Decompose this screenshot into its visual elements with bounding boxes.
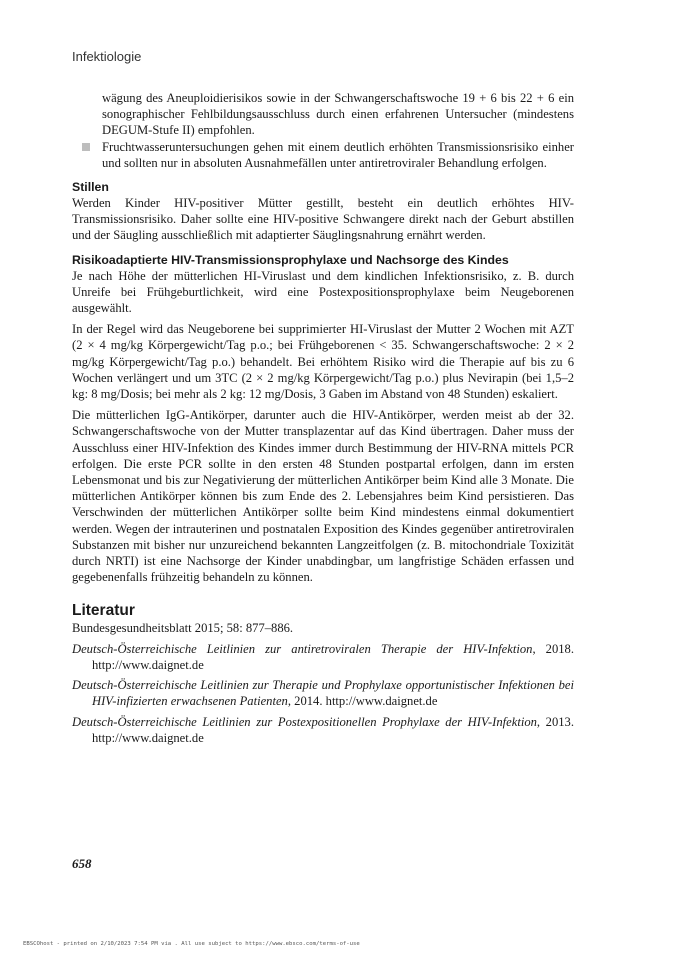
section-heading-prophylaxe: Risikoadaptierte HIV-Transmissionsprophylaxe und Nachsorge des Kindes	[72, 252, 509, 267]
stillen-paragraph: Werden Kinder HIV-positiver Mütter gestillt, besteht ein deutlich erhöhtes HIV-Transmissionsrisiko. Daher sollte eine HIV-positive Schwangere direkt nach der Geburt abstillen und der Säugling ausschließlich mit adaptierter Säuglingsnahrung ernährt werden.	[72, 196, 574, 243]
footer-notice: EBSCOhost - printed on 2/10/2023 7:54 PM via . All use subject to https://www.ebsco.com/terms-of-use	[23, 941, 360, 947]
continuation-paragraph: wägung des Aneuploidierisikos sowie in der Schwangerschaftswoche 19 + 6 bis 22 + 6 ein sonographischer Fehlbildungsausschluss durch einen erfahrenen Untersucher (mindestens DEGUM-Stufe II) empfohlen.	[102, 91, 574, 138]
reference-item: Bundesgesundheitsblatt 2015; 58: 877–886.	[72, 621, 294, 636]
prophylaxe-paragraph-2: In der Regel wird das Neugeborene bei supprimierter HI-Viruslast der Mutter 2 Wochen mit AZT (2 × 4 mg/kg Körpergewicht/Tag p.o.; bei Frühgeborenen < 35. Schwangerschaftswoche: 2 × 2 mg/kg Körpergewicht/Tag p.o.) behandelt. Bei erhöhtem Risiko wird die Therapie auf bis zu 6 Wochen verlängert und um 3TC (2 × 2 mg/kg Körpergewicht/Tag p.o.) plus Nevirapin (bei 1,5–2 kg: 8 mg/Dosis; bei mehr als 2 kg: 12 mg/Dosis, 3 Gaben im Abstand von 48 Stunden) eskaliert.	[72, 322, 574, 402]
page-number: 658	[72, 856, 92, 871]
prophylaxe-paragraph-3: Die mütterlichen IgG-Antikörper, darunter auch die HIV-Antikörper, werden meist ab der 32. Schwangerschaftswoche von der Mutter transplazentar auf das Kind übertragen. Daher muss der Ausschluss einer HIV-Infektion des Kindes immer durch Bestimmung der HIV-RNA mittels PCR erfolgen. Die erste PCR sollte in den ersten 48 Stunden postpartal erfolgen, dann im ersten Lebensmonat und bis zur Negativierung der mütterlichen Antikörper beim Kind alle 3 Monate. Die mütterlichen Antikörper können bis zum Ende des 2. Lebensjahres beim Kind persistieren. Das Verschwinden der mütterlichen Antikörper sollte beim Kind mindestens einmal dokumentiert werden. Wegen der intrauterinen und postnatalen Exposition des Kindes gegenüber antiretroviralen Substanzen mit bisher nur unzureichend bekannten Langzeitfolgen (z. B. mitochondriale Toxizität durch NRTI) ist eine Nachsorge der Kinder unabdingbar, um langfristige Schäden erfassen und gegebenenfalls frühzeitig behandeln zu können.	[72, 408, 574, 585]
bullet-text: Fruchtwasseruntersuchungen gehen mit einem deutlich erhöhten Transmissionsrisiko einher und sollten nur in absoluten Ausnahmefällen unter antiretroviraler Behandlung erfolgen.	[102, 139, 574, 170]
reference-item: Deutsch-Österreichische Leitlinien zur antiretroviralen Therapie der HIV-Infektion, 2018. http://www.daignet.de	[72, 641, 574, 672]
reference-item: Deutsch-Österreichische Leitlinien zur Postexpositionellen Prophylaxe der HIV-Infektion, 2013. http://www.daignet.de	[72, 714, 575, 745]
section-heading-stillen: Stillen	[72, 180, 109, 195]
square-bullet-icon	[82, 143, 90, 151]
literatur-heading: Literatur	[72, 602, 135, 620]
page-content	[72, 90, 574, 746]
reference-item: Deutsch-Österreichische Leitlinien zur Therapie und Prophylaxe opportunistischer Infektionen bei HIV-infizierten erwachsenen Patienten, 2014. http://www.daignet.de	[72, 678, 574, 709]
bullet-item	[72, 139, 574, 171]
running-header: Infektiologie	[72, 49, 142, 64]
reference-list	[72, 620, 574, 745]
prophylaxe-paragraph-1: Je nach Höhe der mütterlichen HI-Viruslast und dem kindlichen Infektionsrisiko, z. B. durch Unreife bei Frühgeburtlichkeit, wird eine Postexpositionsprophylaxe beim Neugeborenen ausgewählt.	[72, 268, 574, 316]
